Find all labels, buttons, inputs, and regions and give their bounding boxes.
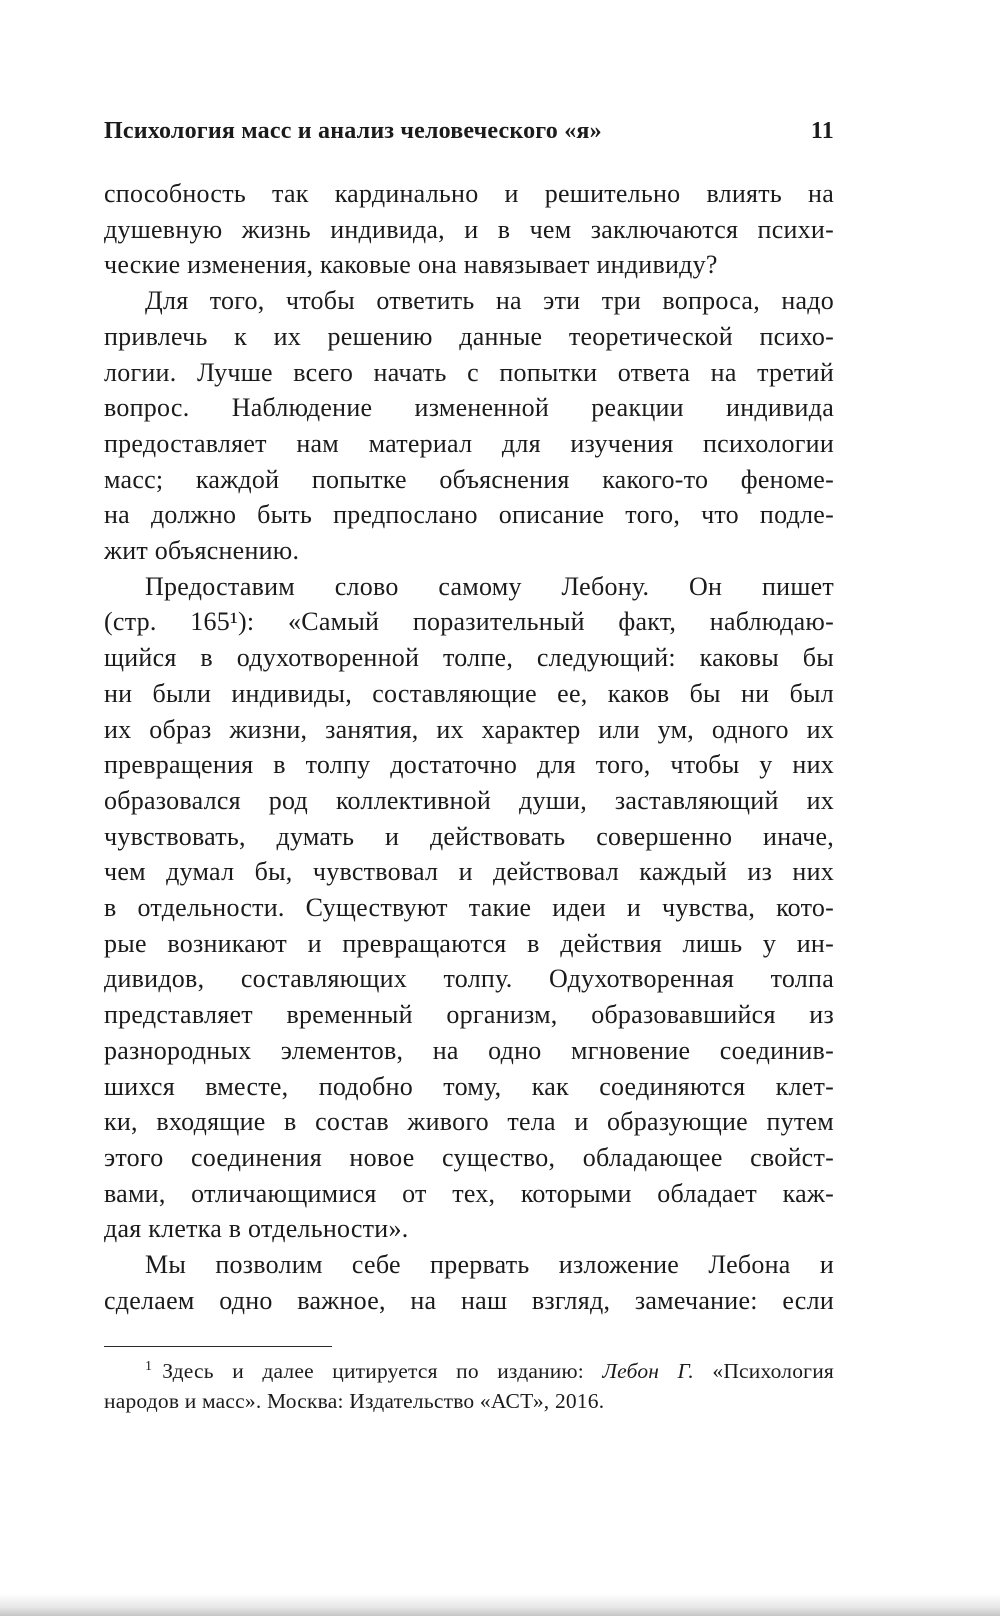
text-line: этого соединения новое существо, обладающее свойст- <box>104 1142 834 1172</box>
text-line: чем думал бы, чувствовал и действовал каждый из них <box>104 857 834 887</box>
page-number: 11 <box>810 118 834 144</box>
text-line: предоставляет нам материал для изучения психологии <box>104 428 834 458</box>
footnote <box>104 1346 834 1416</box>
text-line: шихся вместе, подобно тому, как соединяются клет- <box>104 1071 834 1101</box>
text-line: дая клетка в отдельности». <box>104 1214 409 1244</box>
text-line: разнородных элементов, на одно мгновение соединив- <box>104 1035 834 1065</box>
text-line: образовался род коллективной души, заставляющий их <box>104 785 834 815</box>
text-line: рые возникают и превращаются в действия лишь у ин- <box>104 928 834 958</box>
text-line: ки, входящие в состав живого тела и образующие путем <box>104 1107 834 1137</box>
text-line: жит объяснению. <box>104 536 300 566</box>
text-line: на должно быть предпослано описание того, что подле- <box>104 500 834 530</box>
text-line: представляет временный организм, образовавшийся из <box>104 1000 834 1030</box>
text-line: способность так кардинально и решительно влиять на <box>104 179 834 208</box>
body-text <box>104 176 834 1319</box>
text-line: Мы позволим себе прервать изложение Лебона и <box>145 1250 834 1280</box>
text-line: масс; каждой попытке объяснения какого-то феноме- <box>104 464 834 494</box>
text-line: Предоставим слово самому Лебону. Он пишет <box>145 571 834 601</box>
text-line: ни были индивиды, составляющие ее, каков бы ни был <box>104 678 834 708</box>
footnote-text <box>104 1356 834 1416</box>
footnote-line: $^1$ Здесь и далее цитируется по изданию: Лебон Г. «Психология <box>145 1358 834 1383</box>
page-bottom-shadow <box>0 1594 1000 1616</box>
footnote-marker: 1 <box>145 1358 153 1374</box>
text-line: душевную жизнь индивида, и в чем заключаются психи- <box>104 214 834 244</box>
text-line: сделаем одно важное, на наш взгляд, замечание: если <box>104 1285 834 1315</box>
text-line: логии. Лучше всего начать с попытки ответа на третий <box>104 357 834 387</box>
text-line: вопрос. Наблюдение измененной реакции индивида <box>104 393 834 423</box>
text-line: привлечь к их решению данные теоретической психо- <box>104 321 834 351</box>
text-line: чувствовать, думать и действовать совершенно иначе, <box>104 821 834 851</box>
text-line: в отдельности. Существуют такие идеи и чувства, кото- <box>104 893 834 923</box>
text-line: (стр. 165¹): «Самый поразительный факт, наблюдаю- <box>104 607 834 637</box>
text-line: их образ жизни, занятия, их характер или ум, одного их <box>104 714 834 744</box>
footnote-divider <box>104 1346 332 1347</box>
text-line: Для того, чтобы ответить на эти три вопроса, надо <box>145 286 834 316</box>
footnote-line: народов и масс». Москва: Издательство «АСТ», 2016. <box>104 1389 605 1413</box>
text-line: ческие изменения, каковые она навязывает индивиду? <box>104 250 718 280</box>
text-line: щийся в одухотворенной толпе, следующий: каковы бы <box>104 643 834 673</box>
text-line: вами, отличающимися от тех, которыми обладает каж- <box>104 1178 834 1208</box>
text-line: превращения в толпу достаточно для того, чтобы у них <box>104 750 834 780</box>
running-header <box>104 118 834 145</box>
text-line: дивидов, составляющих толпу. Одухотворенная толпа <box>104 964 834 994</box>
running-header-title: Психология масс и анализ человеческого «я» <box>104 118 602 144</box>
